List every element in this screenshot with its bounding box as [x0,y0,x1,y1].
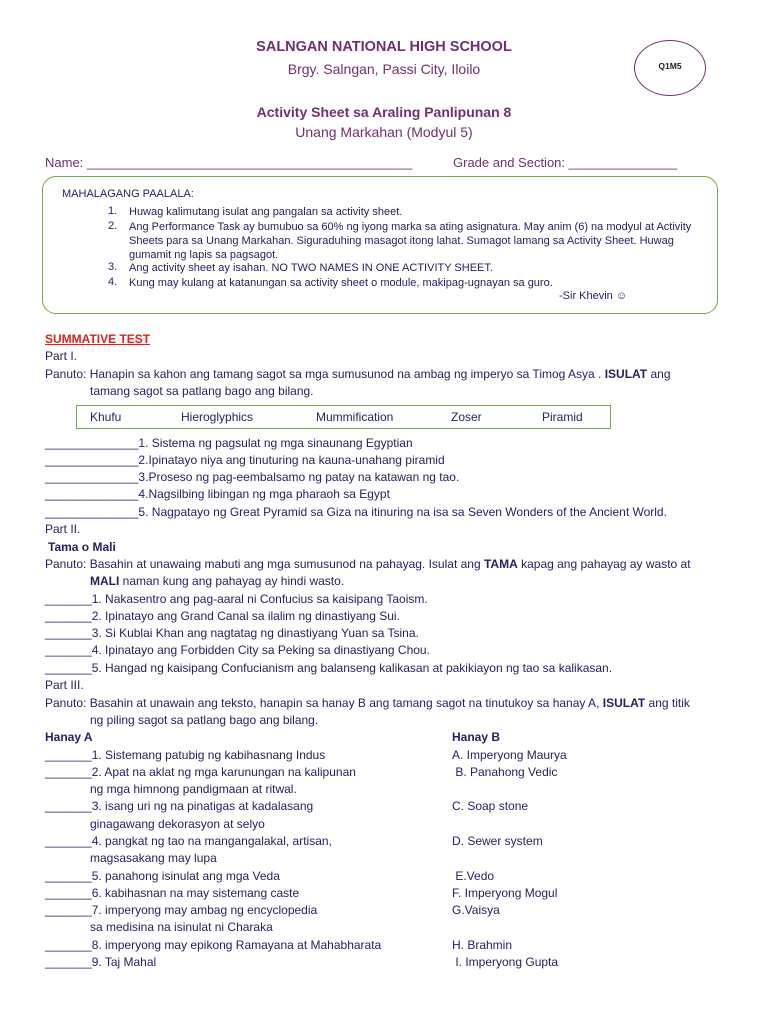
answer-option: G.Vaisya [452,903,500,917]
school-name: SALNGAN NATIONAL HIGH SCHOOL [256,39,512,55]
reminder-text: Ang activity sheet ay isahan. NO TWO NAMES IN ONE ACTIVITY SHEET. [129,262,493,274]
question-item[interactable]: _______3. Si Kublai Khan ang nagtatag ng dinastiyang Yuan sa Tsina. [45,626,419,640]
part1-instructions: Panuto: Hanapin sa kahon ang tamang sagot sa mga sumusunod na ambag ng imperyo sa Timog Asya . ISULAT ang [45,367,671,381]
question-item[interactable]: _______1. Nakasentro ang pag-aaral ni Confucius sa kaisipang Taoism. [45,592,428,606]
question-item[interactable]: ______________2.Ipinatayo niya ang tinuturing na kauna-unahang piramid [45,453,445,467]
page-title: Activity Sheet sa Araling Panlipunan 8 [256,104,512,120]
question-item[interactable]: _______5. Hangad ng kaisipang Confucianism ang balanseng kalikasan at pakikiayon ng tao sa kalikasan. [45,661,613,675]
question-item[interactable]: _______4. Ipinatayo ang Forbidden City sa Peking sa dinastiyang Chou. [45,643,430,657]
question-item[interactable]: ______________3.Proseso ng pag-eembalsamo ng patay na katawan ng tao. [45,470,460,484]
part3-instructions-line2: ng piling sagot sa patlang bago ang bilang. [90,713,319,727]
choice-item: Hieroglyphics [181,410,254,424]
matching-item[interactable]: _______8. imperyong may epikong Ramayana at Mahabharata [45,938,382,952]
reminder-text: Kung may kulang at katanungan sa activity sheet o module, makipag-ugnayan sa guro. [129,277,553,289]
choice-item: Piramid [542,410,583,424]
reminder-number: 3. [108,261,118,273]
part3-instructions: Panuto: Basahin at unawain ang teksto, hanapin sa hanay B ang tamang sagot na tinutukoy sa hanay A, ISULAT ang titik [45,696,690,710]
matching-item[interactable]: _______5. panahong isinulat ang mga Veda [45,869,280,883]
teacher-signoff: -Sir Khevin ☺ [559,290,628,302]
reminder-text: Huwag kalimutang isulat ang pangalan sa activity sheet. [129,206,403,218]
answer-option: C. Soap stone [452,799,529,813]
part2-label: Part II. [45,522,81,536]
matching-item[interactable]: _______4. pangkat ng tao na mangangalakal, artisan, [45,834,332,848]
matching-item[interactable]: _______2. Apat na aklat ng mga karunungan na kalipunan [45,765,356,779]
answer-option: E.Vedo [452,869,495,883]
reminder-heading: MAHALAGANG PAALALA: [62,188,194,200]
name-field[interactable]: Name: _____________________________________________ [45,155,413,170]
part2-instructions-line2: MALI naman kung ang pahayag ay hindi wasto. [90,574,345,588]
question-item[interactable]: ______________1. Sistema ng pagsulat ng mga sinaunang Egyptian [45,436,413,450]
matching-item[interactable]: _______3. isang uri ng na pinatigas at kadalasang [45,799,314,813]
choice-item: Mummification [316,410,394,424]
matching-item-continuation: ginagawang dekorasyon at selyo [90,817,265,831]
part1-instructions-line2: tamang sagot sa patlang bago ang bilang. [90,384,314,398]
part2-instructions: Panuto: Basahin at unawaing mabuti ang mga sumusunod na pahayag. Isulat ang TAMA kapag ang pahayag ay wasto at [45,557,691,571]
choice-item: Khufu [90,410,122,424]
question-item[interactable]: ______________4.Nagsilbing libingan ng mga pharaoh sa Egypt [45,487,390,501]
column-a-heading: Hanay A [45,730,93,744]
school-address: Brgy. Salngan, Passi City, Iloilo [287,61,481,77]
matching-item[interactable]: _______7. imperyong may ambag ng encyclopedia [45,903,318,917]
choice-item: Zoser [451,410,482,424]
summative-test-heading: SUMMATIVE TEST [45,332,151,346]
module-code: Q1M5 [658,61,682,71]
reminder-number: 4. [108,276,118,288]
reminder-text: Ang Performance Task ay bumubuo sa 60% ng iyong marka sa ating asignatura. May anim (6) na modyul at Activity Sheets para sa Unang Markahan. Siguraduhing masagot itong lahat. Sumagot lamang sa Activity Sheet. Huwag gumamit ng lapis sa pagsagot. [129,221,692,261]
matching-item-continuation: magsasakang may lupa [90,851,217,865]
answer-option: H. Brahmin [452,938,513,952]
part3-label: Part III. [45,678,84,692]
answer-option: I. Imperyong Gupta [452,955,559,969]
column-b-heading: Hanay B [452,730,501,744]
reminder-number: 2. [108,220,118,232]
matching-item[interactable]: _______1. Sistemang patubig ng kabihasnang Indus [45,748,326,762]
part2-heading: Tama o Mali [48,540,116,554]
answer-option: A. Imperyong Maurya [452,748,567,762]
part1-label: Part I. [45,349,78,363]
reminder-number: 1. [108,205,118,217]
question-item[interactable]: _______2. Ipinatayo ang Grand Canal sa ilalim ng dinastiyang Sui. [45,609,400,623]
answer-option: D. Sewer system [452,834,543,848]
question-item[interactable]: ______________5. Nagpatayo ng Great Pyramid sa Giza na itinuring na isa sa Seven Wonders of the Ancient World. [45,505,667,519]
page-subtitle: Unang Markahan (Modyul 5) [295,124,473,140]
matching-item-continuation: sa medisina na isinulat ni Charaka [90,920,273,934]
matching-item[interactable]: _______9. Taj Mahal [45,955,157,969]
answer-option: B. Panahong Vedic [452,765,558,779]
matching-item[interactable]: _______6. kabihasnan na may sistemang caste [45,886,300,900]
answer-option: F. Imperyong Mogul [452,886,558,900]
grade-section-field[interactable]: Grade and Section: _______________ [453,155,678,170]
matching-item-continuation: ng mga himnong pandigmaan at ritwal. [90,782,297,796]
